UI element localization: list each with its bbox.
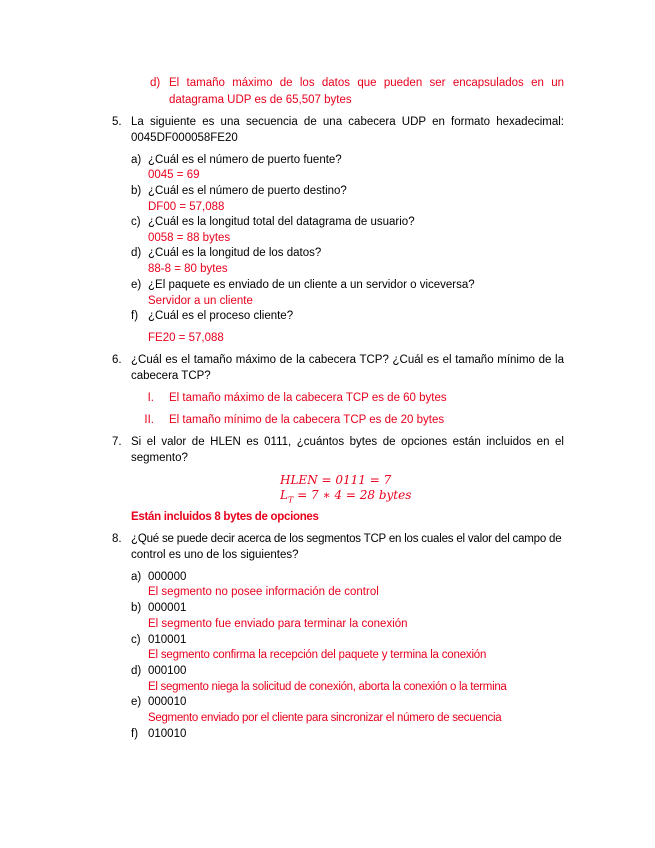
q8-c-answer: El segmento confirma la recepción del paquete y termina la conexión bbox=[148, 649, 487, 661]
q8-line2: control es uno de los siguientes? bbox=[131, 549, 299, 561]
q5-line2: 0045DF000058FE20 bbox=[131, 132, 238, 144]
q6-number: 6. bbox=[112, 354, 122, 366]
q5-a-marker: a) bbox=[131, 154, 142, 166]
q8-a-marker: a) bbox=[131, 571, 142, 583]
q8-d-marker: d) bbox=[131, 665, 142, 677]
q6-ii-answer: El tamaño mínimo de la cabecera TCP es de 20 bytes bbox=[169, 414, 445, 426]
q6-i-answer: El tamaño máximo de la cabecera TCP es de 60 bytes bbox=[169, 392, 447, 404]
q5-f-question: ¿Cuál es el proceso cliente? bbox=[148, 310, 294, 322]
q6-line1: ¿Cuál es el tamaño máximo de la cabecera TCP? ¿Cuál es el tamaño mínimo de la bbox=[131, 354, 564, 366]
q5-d-question: ¿Cuál es la longitud de los datos? bbox=[148, 247, 322, 259]
q8-f-marker: f) bbox=[131, 728, 139, 740]
q8-b-marker: b) bbox=[131, 602, 142, 614]
q5-b-marker: b) bbox=[131, 185, 142, 197]
q8-b-answer: El segmento fue enviado para terminar la conexión bbox=[148, 618, 408, 630]
q8-d-answer: El segmento niega la solicitud de conexión, aborta la conexión o la termina bbox=[148, 681, 507, 693]
q6-ii-marker: II. bbox=[144, 414, 154, 426]
q7-answer: Están incluidos 8 bytes de opciones bbox=[131, 511, 319, 523]
q5-f-answer: FE20 = 57,088 bbox=[148, 332, 224, 344]
q8-c-code: 010001 bbox=[148, 634, 187, 646]
q4-d-marker: d) bbox=[150, 77, 161, 89]
q5-c-marker: c) bbox=[131, 216, 141, 228]
q8-a-answer: El segmento no posee información de control bbox=[148, 586, 379, 598]
q8-line1: ¿Qué se puede decir acerca de los segmentos TCP en los cuales el valor del campo de bbox=[131, 533, 562, 545]
q8-d-code: 000100 bbox=[148, 665, 187, 677]
q8-f-code: 010010 bbox=[148, 728, 187, 740]
q5-a-question: ¿Cuál es el número de puerto fuente? bbox=[148, 154, 342, 166]
q5-a-answer: 0045 = 69 bbox=[148, 169, 200, 181]
q5-c-question: ¿Cuál es la longitud total del datagrama de usuario? bbox=[148, 216, 415, 228]
q4-d-line1: El tamaño máximo de los datos que pueden ser encapsulados en un bbox=[169, 77, 564, 89]
q8-e-code: 000010 bbox=[148, 696, 187, 708]
q5-d-answer: 88-8 = 80 bytes bbox=[148, 263, 228, 275]
q8-number: 8. bbox=[112, 533, 122, 545]
q7-line1: Si el valor de HLEN es 0111, ¿cuántos bytes de opciones están incluidos en el bbox=[131, 436, 564, 448]
q5-c-answer: 0058 = 88 bytes bbox=[148, 232, 231, 244]
q4-d-line2: datagrama UDP es de 65,507 bytes bbox=[169, 94, 352, 106]
q8-e-marker: e) bbox=[131, 696, 142, 708]
q5-e-answer: Servidor a un cliente bbox=[148, 295, 253, 307]
q5-number: 5. bbox=[112, 116, 122, 128]
q7-equation-hlen: HLEN = 0111 = 7 bbox=[280, 473, 392, 487]
q7-number: 7. bbox=[112, 436, 122, 448]
q7-equation-length: $L_T = 7$ ∗ 4 = 28 bytes bbox=[280, 488, 412, 505]
q8-e-answer: Segmento enviado por el cliente para sincronizar el número de secuencia bbox=[148, 712, 502, 724]
q8-a-code: 000000 bbox=[148, 571, 187, 583]
q5-line1: La siguiente es una secuencia de una cabecera UDP en formato hexadecimal: bbox=[131, 116, 564, 128]
q5-e-marker: e) bbox=[131, 279, 142, 291]
q8-b-code: 000001 bbox=[148, 602, 187, 614]
q5-b-question: ¿Cuál es el número de puerto destino? bbox=[148, 185, 347, 197]
q7-line2: segmento? bbox=[131, 452, 188, 464]
q5-d-marker: d) bbox=[131, 247, 142, 259]
q6-line2: cabecera TCP? bbox=[131, 370, 211, 382]
q5-f-marker: f) bbox=[131, 310, 139, 322]
q5-b-answer: DF00 = 57,088 bbox=[148, 201, 225, 213]
q8-c-marker: c) bbox=[131, 634, 141, 646]
q6-i-marker: I. bbox=[147, 392, 154, 404]
q5-e-question: ¿El paquete es enviado de un cliente a un servidor o viceversa? bbox=[148, 279, 475, 291]
